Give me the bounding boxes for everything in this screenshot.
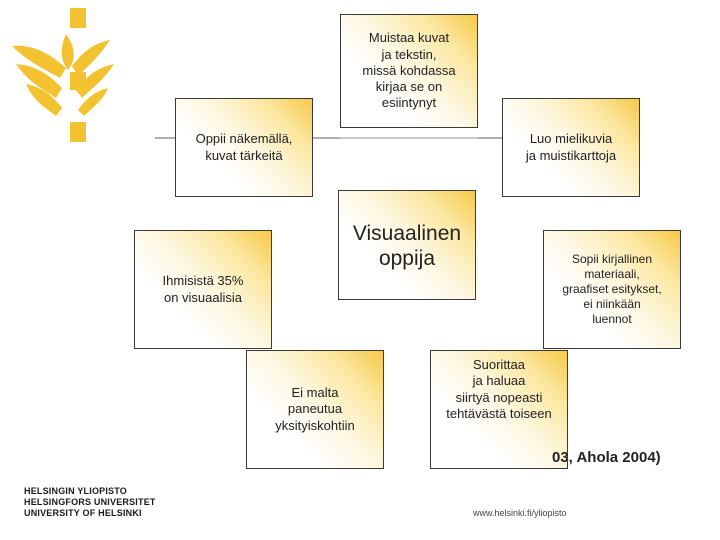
university-logo-icon (6, 4, 118, 154)
box-center-text: Visuaalinen oppija (352, 222, 462, 271)
university-name: HELSINGIN YLIOPISTO HELSINGFORS UNIVERSITET UNIVERSITY OF HELSINKI (24, 486, 156, 518)
box-right-top (502, 98, 640, 197)
box-right-mid (543, 230, 681, 349)
box-right-top-text: Luo mielikuvia ja muistikarttoja (525, 131, 617, 163)
box-bottom-left (246, 350, 384, 469)
citation-text: 03, Ahola 2004) (552, 449, 661, 466)
box-bottom-right-overlay (430, 350, 568, 469)
box-right-mid-text: Sopii kirjallinen materiaali, graafiset esitykset, ei niinkään luennot (562, 252, 662, 326)
box-left-mid-text: Ihmisistä 35% on visuaalisia (162, 273, 244, 305)
box-left-top (175, 98, 313, 197)
footer-url[interactable]: www.helsinki.fi/yliopisto (473, 508, 567, 518)
box-left-top-text: Oppii näkemällä, kuvat tärkeitä (195, 131, 293, 163)
box-bottom-left-text: Ei malta paneutua yksityiskohtiin (275, 385, 355, 433)
connector-line-middle (340, 137, 478, 139)
box-top-text: Muistaa kuvat ja tekstin, missä kohdassa kirjaa se on esiintynyt (362, 30, 456, 111)
box-bottom-right-text: Suorittaa ja haluaa siirtyä nopeasti tehtävästä toiseen (446, 357, 552, 421)
box-left-mid (134, 230, 272, 349)
box-center (338, 190, 476, 300)
box-top (340, 14, 478, 128)
